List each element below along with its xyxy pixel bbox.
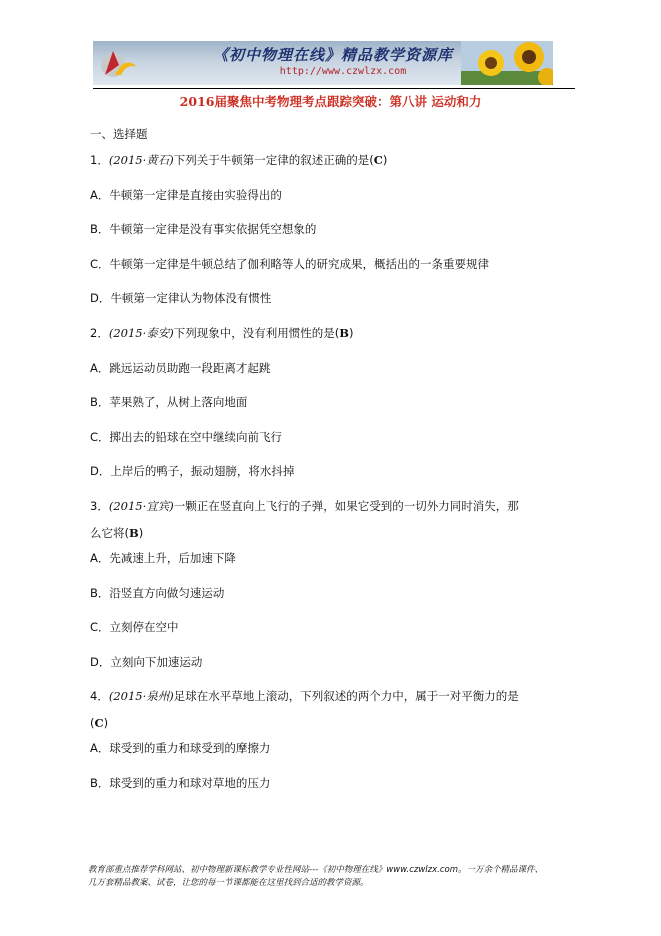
answer-open-paren: ( <box>90 716 95 730</box>
answer-open-paren: ( <box>334 326 340 340</box>
question-3 <box>90 499 519 514</box>
option: B．球受到的重力和球对草地的压力 <box>90 776 271 790</box>
question-number: 1． <box>90 153 109 167</box>
site-logo-icon <box>99 45 141 81</box>
document-title: 2016届聚焦中考物理考点跟踪突破：第八讲 运动和力 <box>179 94 482 109</box>
option: C．立刻停在空中 <box>90 620 179 634</box>
question-1 <box>90 153 387 168</box>
answer-key: C <box>94 716 104 730</box>
footer-line-1: 教育部重点推荐学科网站、初中物理新课标教学专业性网站---《初中物理在线》www.czwlzx.com。一万余个精品课件、 <box>88 865 544 875</box>
option: A．球受到的重力和球受到的摩擦力 <box>90 741 271 755</box>
question-number: 3． <box>90 499 109 513</box>
question-4-answer <box>90 716 108 731</box>
sunflower-image-icon <box>461 41 553 85</box>
answer-key: B <box>129 526 139 540</box>
question-stem: 一颗正在竖直向上飞行的子弹，如果它受到的一切外力同时消失，那 <box>173 499 519 513</box>
option: A．牛顿第一定律是直接由实验得出的 <box>90 188 282 202</box>
answer-close-paren: ) <box>348 326 354 340</box>
option: C．掷出去的铅球在空中继续向前飞行 <box>90 430 283 444</box>
answer-open-paren: ( <box>369 153 374 167</box>
banner-title: 《初中物理在线》精品教学资源库 <box>212 46 453 64</box>
answer-close-paren: ) <box>138 526 144 540</box>
question-number: 4． <box>90 689 109 703</box>
question-4 <box>90 689 519 704</box>
option: D．立刻向下加速运动 <box>90 655 203 669</box>
answer-key: B <box>339 326 349 340</box>
option: B．牛顿第一定律是没有事实依据凭空想象的 <box>90 222 317 236</box>
option: C．牛顿第一定律是牛顿总结了伽利略等人的研究成果，概括出的一条重要规律 <box>90 257 490 271</box>
page-footer <box>88 864 588 890</box>
option: D．牛顿第一定律认为物体没有惯性 <box>90 291 272 305</box>
header-rule <box>93 88 575 89</box>
question-stem: 下列关于牛顿第一定律的叙述正确的是 <box>173 153 370 167</box>
question-2 <box>90 326 353 341</box>
question-number: 2． <box>90 326 109 340</box>
option: A．先减速上升，后加速下降 <box>90 551 236 565</box>
footer-line-2: 几万套精品教案、试卷，让您的每一节课都能在这里找到合适的教学资源。 <box>88 878 369 888</box>
answer-close-paren: ) <box>382 153 388 167</box>
question-3-continued <box>90 526 143 541</box>
answer-open-paren: ( <box>124 526 129 540</box>
question-stem-continued: 么它将 <box>90 526 125 540</box>
question-source: (2015·宜宾) <box>108 499 174 513</box>
question-stem: 足球在水平草地上滚动，下列叙述的两个力中，属于一对平衡力的是 <box>173 689 519 703</box>
answer-close-paren: ) <box>103 716 109 730</box>
option: D．上岸后的鸭子，振动翅膀，将水抖掉 <box>90 464 295 478</box>
header-banner <box>93 41 553 85</box>
option: A．跳远运动员助跑一段距离才起跳 <box>90 361 271 375</box>
section-heading: 一、选择题 <box>90 127 148 141</box>
question-source: (2015·黄石) <box>108 153 174 167</box>
question-stem: 下列现象中，没有利用惯性的是 <box>173 326 335 340</box>
option: B．沿竖直方向做匀速运动 <box>90 586 225 600</box>
option: B．苹果熟了，从树上落向地面 <box>90 395 248 409</box>
question-source: (2015·泰安) <box>108 326 174 340</box>
question-source: (2015·泉州) <box>108 689 174 703</box>
answer-key: C <box>373 153 383 167</box>
banner-url: http://www.czwlzx.com <box>279 66 407 77</box>
